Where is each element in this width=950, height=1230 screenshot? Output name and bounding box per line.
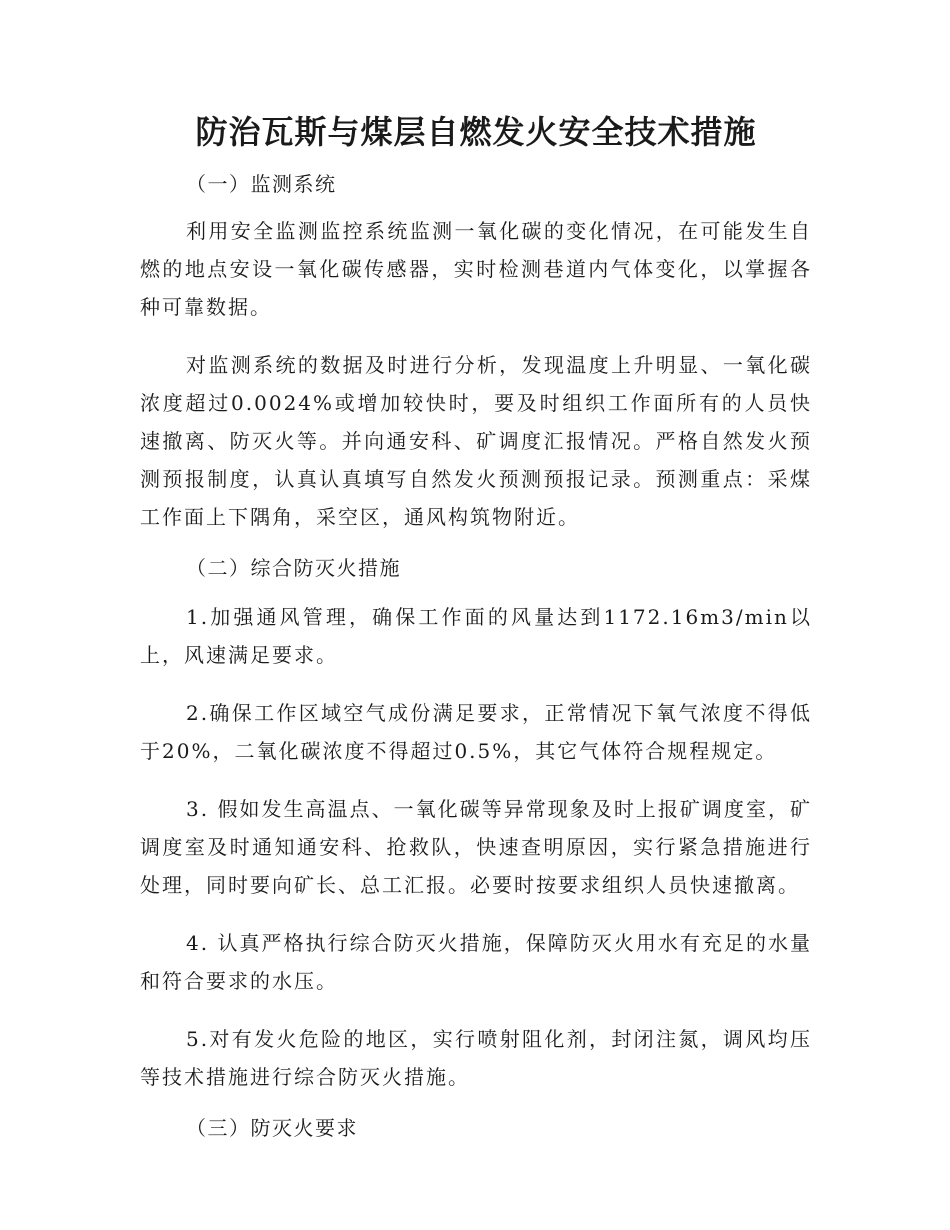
paragraph: 对监测系统的数据及时进行分析，发现温度上升明显、一氧化碳浓度超过0.0024%或增加较快时，要及时组织工作面所有的人员快速撤离、防灭火等。并向通安科、矿调度汇报情况。严格自然发火预测预报制度，认真认真填写自然发火预测预报记录。预测重点：采煤工作面上下隅角，采空区，通风构筑物附近。	[140, 353, 812, 529]
document-page	[140, 112, 812, 1158]
document-title: 防治瓦斯与煤层自燃发火安全技术措施	[195, 113, 757, 151]
section-heading-monitoring: （一）监测系统	[186, 172, 337, 196]
list-item: 1.加强通风管理，确保工作面的风量达到1172.16m3/min以上，风速满足要求。	[140, 605, 812, 667]
list-item: 4. 认真严格执行综合防灭火措施，保障防灭火用水有充足的水量和符合要求的水压。	[140, 931, 812, 993]
section-heading-fire-prevention: （二）综合防灭火措施	[186, 556, 401, 580]
list-item: 2.确保工作区域空气成份满足要求，正常情况下氧气浓度不得低于20%，二氧化碳浓度不得超过0.5%，其它气体符合规程规定。	[140, 701, 812, 763]
list-item: 5.对有发火危险的地区，实行喷射阻化剂，封闭注氮，调风均压等技术措施进行综合防灭火措施。	[140, 1027, 812, 1089]
list-item: 3. 假如发生高温点、一氧化碳等异常现象及时上报矿调度室，矿调度室及时通知通安科、抢救队，快速查明原因，实行紧急措施进行处理，同时要向矿长、总工汇报。必要时按要求组织人员快速撤离。	[140, 797, 812, 897]
paragraph: 利用安全监测监控系统监测一氧化碳的变化情况，在可能发生自燃的地点安设一氧化碳传感器，实时检测巷道内气体变化，以掌握各种可靠数据。	[140, 219, 812, 319]
section-heading-requirements: （三）防灭火要求	[186, 1116, 358, 1140]
